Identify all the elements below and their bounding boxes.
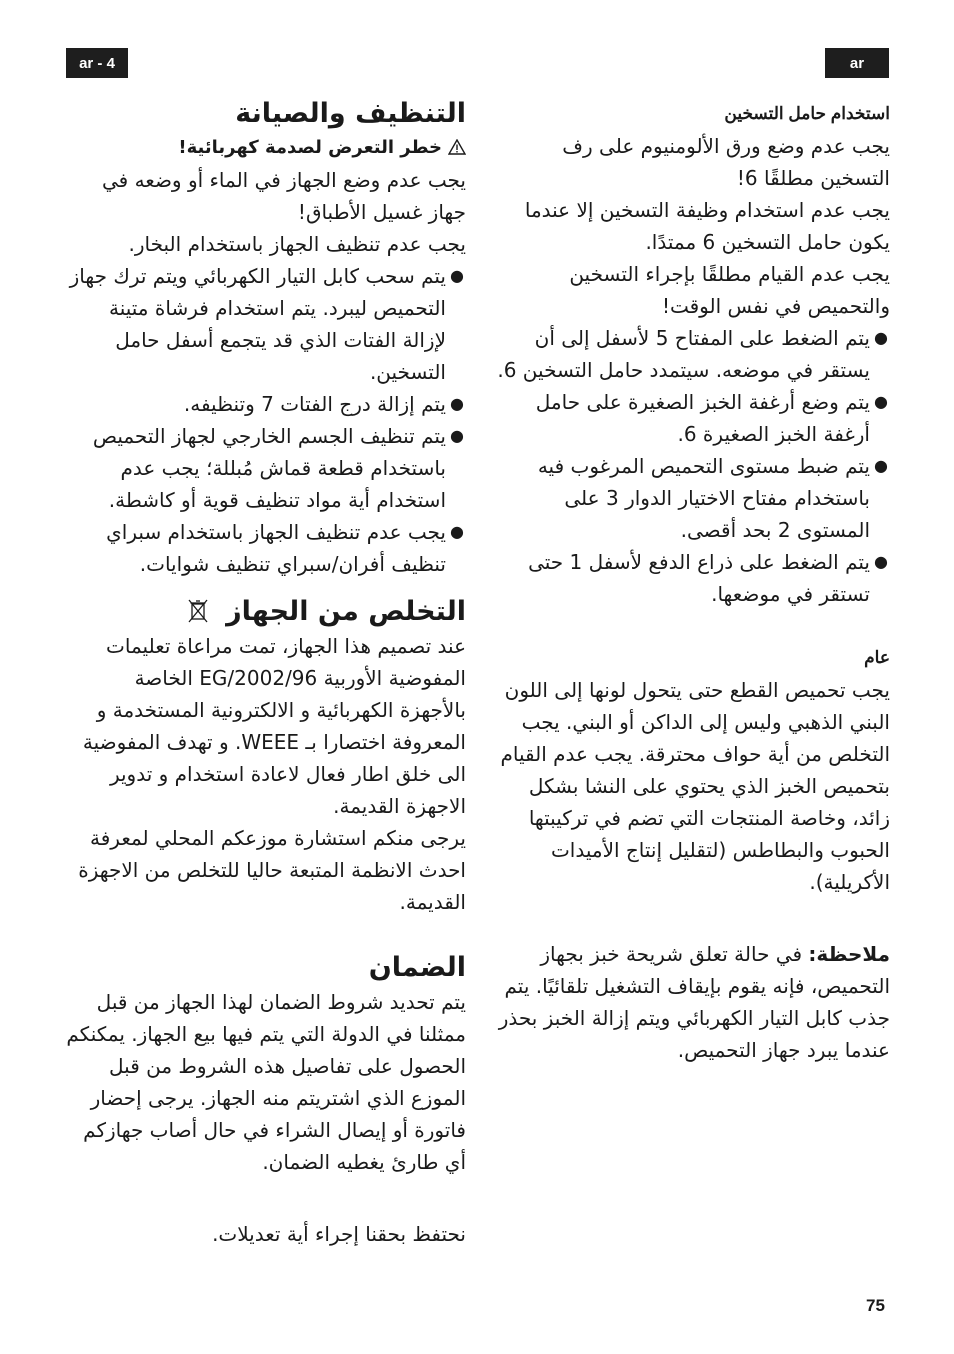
note-label: ملاحظة:: [808, 942, 890, 966]
disposal-heading: التخلص من الجهاز: [66, 594, 466, 630]
language-badge: ar: [825, 48, 889, 78]
page-number: 75: [866, 1296, 885, 1315]
bullet-icon: ●: [450, 266, 464, 285]
modification-note: نحتفظ بحقنا إجراء أية تعديلات.: [212, 1222, 466, 1246]
list-item: ● يتم الضغط على ذراع الدفع لأسفل 1 حتى تستقر في موضعها.: [492, 546, 890, 610]
crossed-out-bin-icon: [187, 598, 209, 624]
electric-shock-warning: خطر التعرض لصدمة كهربائية!: [66, 132, 466, 164]
cleaning-steps-list: [66, 260, 466, 580]
list-item: ● يتم وضع أرغفة الخبز الصغيرة على حامل أرغفة الخبز الصغيرة 6.: [492, 386, 890, 450]
list-item: ● يتم ضبط مستوى التحميص المرغوب فيه باستخدام مفتاح الاختيار الدوار 3 على المستوى 2 بحد أقصى.: [492, 450, 890, 546]
bullet-icon: ●: [874, 456, 888, 475]
cleaning-paragraph: يجب عدم وضع الجهاز في الماء أو وضعه في جهاز غسيل الأطباق!: [101, 168, 466, 224]
general-paragraph: يجب تحميص القطع حتى يتحول لونها إلى اللون البني الذهبي وليس إلى الداكن أو البني. يجب التخلص من أية حواف محترقة. يجب عدم القيام بتحميص الخبز الذي يحتوي على النشا بشكل زائد، وخاصة المنتجات التي تضم في تركيبتها الحبوب والبطاطس (لتقليل إنتاج الأميدات الأكريلية).: [500, 678, 890, 894]
disposal-paragraph: عند تصميم هذا الجهاز، تمت مراعاة تعليمات المفوضية الأوربية 2002/96/EG الخاصة بالأجهزة الكهربائية و الالكترونية المستخدمة و المعروفة اختصارا بـ WEEE. و تهدف المفوضية الى خلق اطار فعال لاعادة استخدام و تدوير الاجهزة القديمة.: [82, 634, 466, 818]
list-item: ● يتم سحب كابل التيار الكهربائي ويتم ترك جهاز التحميص ليبرد. يتم استخدام فرشاة متينة لإزالة الفتات الذي قد يتجمع أسفل حامل التسخين.: [66, 260, 466, 388]
bullet-icon: ●: [450, 426, 464, 445]
warning-triangle-icon: [448, 139, 466, 155]
right-column: [492, 98, 890, 1066]
list-item: ● يتم إزالة درج الفتات 7 وتنظيفه.: [66, 388, 466, 420]
bullet-icon: ●: [874, 552, 888, 571]
bullet-icon: ●: [874, 392, 888, 411]
warranty-paragraph: يتم تحديد شروط الضمان لهذا الجهاز من قبل ممثلنا في الدولة التي يتم فيها بيع الجهاز. يمكنكم الحصول على تفاصيل هذه الشروط من قبل الموزع الذي اشتريتم منه الجهاز. يرجى إحضار فاتورة أو إيصال الشراء في حال أصاب جهازكم أي طارئ يغطيه الضمان.: [66, 990, 466, 1174]
bullet-icon: ●: [450, 394, 464, 413]
page-section-badge-left: ar - 4: [66, 48, 128, 78]
toasting-paragraph: يجب عدم وضع ورق الألومنيوم على رف التسخين مطلقًا 6!: [562, 134, 890, 190]
left-column: [66, 96, 466, 1250]
warranty-heading: الضمان: [368, 952, 466, 983]
toasting-paragraph: يجب عدم القيام مطلقًا بإجراء التسخين والتحميص في نفس الوقت!: [569, 262, 890, 318]
toasting-paragraph: يجب عدم استخدام وظيفة التسخين إلا عندما يكون حامل التسخين 6 ممتدًا.: [524, 198, 890, 254]
note-paragraph: [492, 938, 890, 1066]
bullet-icon: ●: [450, 522, 464, 541]
cleaning-paragraph: يجب عدم تنظيف الجهاز باستخدام البخار.: [128, 232, 466, 256]
general-heading: عام: [864, 648, 890, 667]
bullet-icon: ●: [874, 328, 888, 347]
note-text: في حالة تعلق شريحة خبز بجهاز التحميص، فإنه يقوم بإيقاف التشغيل تلقائيًا. يتم جذب كابل التيار الكهربائي ويتم إزالة الخبز بحذر عندما يبرد جهاز التحميص.: [498, 942, 890, 1062]
cleaning-heading: التنظيف والصيانة: [235, 98, 466, 129]
list-item: ● يتم الضغط على المفتاح 5 لأسفل إلى أن يستقر في موضعه. سيتمدد حامل التسخين 6.: [492, 322, 890, 386]
toasting-steps-list: [492, 322, 890, 610]
list-item: ● يتم تنظيف الجسم الخارجي لجهاز التحميص باستخدام قطعة قماش مُبللة؛ يجب عدم استخدام أية مواد تنظيف قوية أو كاشطة.: [66, 420, 466, 516]
list-item: ● يجب عدم تنظيف الجهاز باستخدام سبراي تنظيف أفران/سبراي تنظيف شوايات.: [66, 516, 466, 580]
toasting-rack-heading: استخدام حامل التسخين: [724, 104, 890, 123]
disposal-paragraph: يرجى منكم استشارة موزعكم المحلي لمعرفة احدث الانظمة المتبعة حاليا للتخلص من الاجهزة القديمة.: [78, 826, 466, 914]
